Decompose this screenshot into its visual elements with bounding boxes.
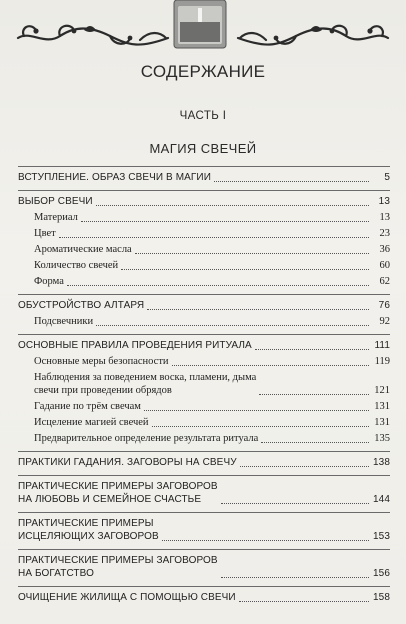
toc-subsection-entry[interactable] [18,275,390,288]
toc-subsection-entry[interactable] [18,355,390,368]
toc-entry-title: ОСНОВНЫЕ ПРАВИЛА ПРОВЕДЕНИЯ РИТУАЛА [18,340,252,351]
toc-section-entry[interactable] [18,480,390,506]
toc-entry-title: Основные меры безопасности [34,356,169,367]
toc-subsection-entry[interactable] [18,243,390,256]
toc-page-number: 135 [374,433,390,444]
dot-leader [239,601,369,602]
toc-page-number: 131 [374,417,390,428]
candle-jar-icon [174,0,226,48]
toc-page-number: 36 [379,244,390,255]
dot-leader [67,285,369,286]
toc-subsection-entry[interactable] [18,211,390,224]
dot-leader [152,426,369,427]
toc-subsection-entry[interactable] [18,432,390,445]
toc-entry-title: Ароматические масла [34,244,132,255]
toc-entry-title: ВЫБОР СВЕЧИ [18,196,93,207]
toc-page-number: 13 [378,196,390,207]
dot-leader [96,325,369,326]
dot-leader [144,410,369,411]
toc-page-number: 62 [379,276,390,287]
toc-page-number: 5 [384,172,390,183]
toc-entry-title: Исцеление магией свечей [34,417,149,428]
dot-leader [221,577,369,578]
toc-entry-title: ПРАКТИЧЕСКИЕ ПРИМЕРЫ ЗАГОВОРОВ НА ЛЮБОВЬ И СЕМЕЙНОЕ СЧАСТЬЕ [18,481,218,505]
toc-page-number: 76 [378,300,390,311]
toc-page-number: 60 [379,260,390,271]
toc-entry-title: Гадание по трём свечам [34,401,141,412]
floral-scroll-ornament [0,0,406,70]
toc-section-entry[interactable] [18,517,390,543]
dot-leader [135,253,369,254]
toc-page-number: 119 [374,356,390,367]
dot-leader [121,269,369,270]
toc-page-number: 144 [373,494,390,505]
toc-entry-title: ПРАКТИЧЕСКИЕ ПРИМЕРЫ ЗАГОВОРОВ НА БОГАТСТВО [18,555,218,579]
toc-section-entry[interactable] [18,554,390,580]
toc-entry-title: Предварительное определение результата ритуала [34,433,259,444]
toc-entry-title: Материал [34,212,78,223]
toc-section-entry[interactable] [18,591,390,604]
dot-leader [81,221,369,222]
toc-subsection-entry[interactable] [18,259,390,272]
toc-entry-title: Форма [34,276,64,287]
toc-page-number: 13 [379,212,390,223]
toc-page-number: 131 [374,401,390,412]
dot-leader [147,309,369,310]
toc-page-number: 156 [373,568,390,579]
contents-heading: СОДЕРЖАНИЕ [140,62,266,81]
toc-page-number: 153 [373,531,390,542]
section-heading: МАГИЯ СВЕЧЕЙ [149,141,257,156]
table-of-contents [18,166,390,610]
dot-leader [261,442,369,443]
dot-leader [162,540,369,541]
toc-section-entry[interactable] [18,171,390,184]
dot-leader [240,466,369,467]
toc-page-number: 158 [373,592,390,603]
toc-section-entry[interactable] [18,299,390,312]
toc-section-entry[interactable] [18,195,390,208]
toc-entry-title: ОЧИЩЕНИЕ ЖИЛИЩА С ПОМОЩЬЮ СВЕЧИ [18,592,236,603]
dot-leader [221,503,369,504]
toc-entry-title: ОБУСТРОЙСТВО АЛТАРЯ [18,300,145,311]
dot-leader [59,237,369,238]
dot-leader [96,205,369,206]
toc-page-number: 121 [374,385,390,396]
dot-leader [255,349,369,350]
toc-page-number: 138 [373,457,390,468]
toc-entry-title: ПРАКТИКИ ГАДАНИЯ. ЗАГОВОРЫ НА СВЕЧУ [18,457,237,468]
dot-leader [172,365,369,366]
dot-leader [214,181,369,182]
toc-entry-title: ПРАКТИЧЕСКИЕ ПРИМЕРЫ ИСЦЕЛЯЮЩИХ ЗАГОВОРОВ [18,518,159,542]
dot-leader [259,394,369,395]
toc-entry-title: Наблюдения за поведением воска, пламени, дыма свечи при проведении обрядов [34,372,257,396]
toc-section-entry[interactable] [18,456,390,469]
toc-subsection-entry[interactable] [18,315,390,328]
toc-entry-title: ВСТУПЛЕНИЕ. ОБРАЗ СВЕЧИ В МАГИИ [18,172,211,183]
toc-page-number: 92 [379,316,390,327]
toc-subsection-entry[interactable] [18,227,390,240]
toc-entry-title: Цвет [34,228,56,239]
toc-entry-title: Подсвечники [34,316,94,327]
part-heading: ЧАСТЬ I [179,110,227,122]
toc-entry-title: Количество свечей [34,260,119,271]
toc-page-number: 111 [374,340,390,351]
toc-subsection-entry[interactable] [18,400,390,413]
toc-page-number: 23 [379,228,390,239]
toc-subsection-entry[interactable] [18,371,390,397]
toc-subsection-entry[interactable] [18,416,390,429]
toc-section-entry[interactable] [18,339,390,352]
